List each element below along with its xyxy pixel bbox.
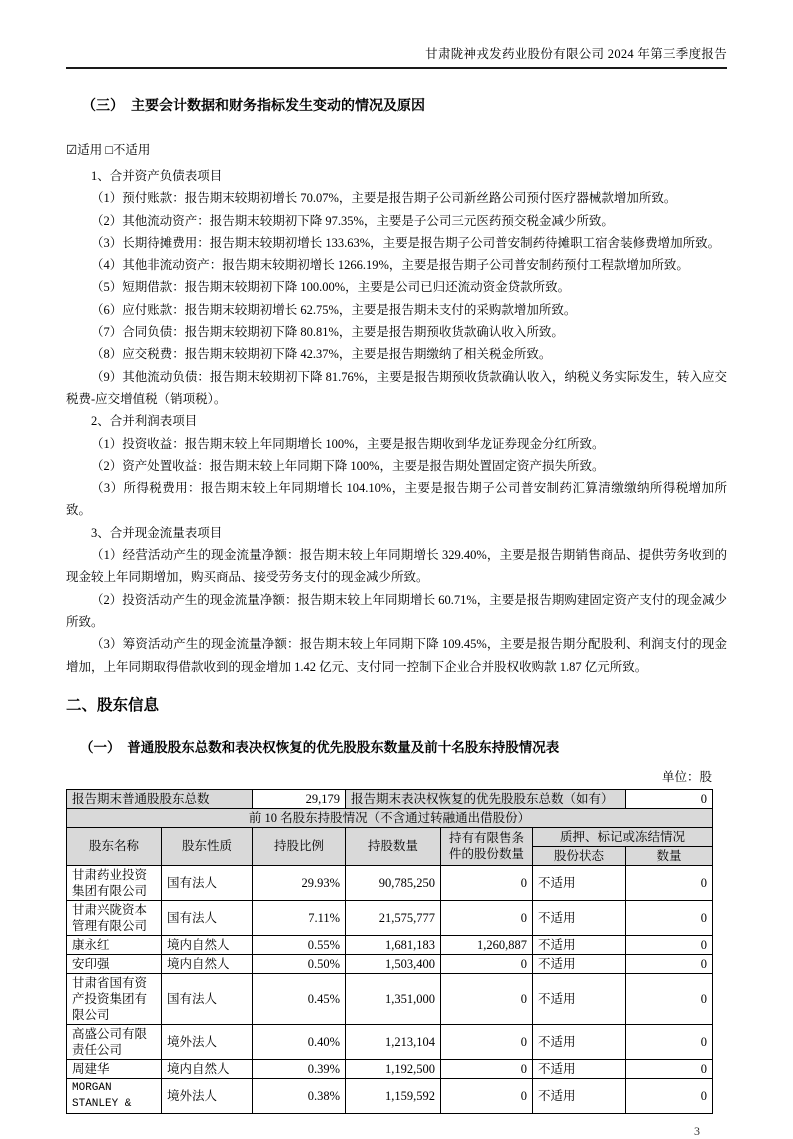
holding-shares: 1,192,500 [346, 1059, 441, 1078]
ordinary-holders-value: 29,179 [253, 789, 346, 808]
shareholder-row [67, 900, 713, 935]
shareholder-name: 甘肃兴陇资本管理有限公司 [67, 900, 162, 935]
col-header-ratio: 持股比例 [253, 827, 346, 865]
shareholder-nature: 境内自然人 [162, 954, 253, 973]
changes-paragraphs [66, 165, 727, 678]
report-paragraph: （2）资产处置收益：报告期末较上年同期下降 100%，主要是报告期处置固定资产损失所致。 [91, 458, 605, 473]
restricted-shares: 0 [441, 1078, 533, 1113]
holding-ratio: 0.38% [253, 1078, 346, 1113]
pledge-status: 不适用 [533, 935, 626, 954]
report-paragraph: 1、合并资产负债表项目 [91, 169, 223, 183]
report-paragraph: （9）其他流动负债：报告期末较期初下降 81.76%，主要是报告期预收货款确认收入，纳税义务实际发生，转入应交税费-应交增值税（销项税）。 [66, 369, 727, 406]
pledge-status: 不适用 [533, 900, 626, 935]
shareholder-name: 康永红 [67, 935, 162, 954]
preferred-holders-label: 报告期末表决权恢复的优先股股东总数（如有） [346, 789, 626, 808]
pledge-quantity: 0 [626, 1078, 713, 1113]
holding-ratio: 0.45% [253, 973, 346, 1024]
shareholder-name: 甘肃省国有资产投资集团有限公司 [67, 973, 162, 1024]
col-header-name: 股东名称 [67, 827, 162, 865]
report-paragraph: （1）经营活动产生的现金流量净额：报告期末较上年同期增长 329.40%，主要是报告期销售商品、提供劳务收到的现金较上年同期增加，购买商品、接受劳务支付的现金减少所致。 [66, 548, 727, 585]
report-paragraph: （4）其他非流动资产：报告期末较期初增长 1266.19%，主要是报告期子公司普安制药预付工程款增加所致。 [91, 258, 689, 273]
pledge-status: 不适用 [533, 1024, 626, 1059]
subsection-heading-top10: （一） 普通股股东总数和表决权恢复的优先股股东数量及前十名股东持股情况表 [80, 739, 560, 755]
shareholder-nature: 国有法人 [162, 865, 253, 900]
applicable-checkbox: ☑适用 [66, 143, 103, 157]
pledge-quantity: 0 [626, 1059, 713, 1078]
shareholder-row [67, 1024, 713, 1059]
pledge-status: 不适用 [533, 865, 626, 900]
section-heading-shareholders: 二、股东信息 [66, 696, 160, 714]
restricted-shares: 0 [441, 973, 533, 1024]
not-applicable-checkbox: □不适用 [105, 143, 151, 157]
ordinary-holders-label: 报告期末普通股股东总数 [67, 789, 253, 808]
holding-ratio: 0.50% [253, 954, 346, 973]
holding-ratio: 0.40% [253, 1024, 346, 1059]
holding-shares: 21,575,777 [346, 900, 441, 935]
header-row-1 [67, 827, 713, 846]
shareholder-table [66, 789, 713, 1114]
col-header-pledge-qty: 数量 [626, 846, 713, 865]
report-paragraph: （3）所得税费用：报告期末较上年同期增长 104.10%，主要是报告期子公司普安制药汇算清缴缴纳所得税增加所致。 [66, 481, 727, 518]
col-header-restricted: 持有有限售条件的股份数量 [441, 827, 533, 865]
pledge-status: 不适用 [533, 954, 626, 973]
pledge-status: 不适用 [533, 1078, 626, 1113]
shareholder-name: 周建华 [67, 1059, 162, 1078]
holding-shares: 90,785,250 [346, 865, 441, 900]
shareholder-name: 安印强 [67, 954, 162, 973]
shareholder-row [67, 1078, 713, 1113]
col-header-nature: 股东性质 [162, 827, 253, 865]
report-paragraph: （5）短期借款：报告期末较期初下降 100.00%，主要是公司已归还流动资金贷款所致。 [91, 280, 571, 295]
shareholder-nature: 境内自然人 [162, 935, 253, 954]
applicability-line [66, 140, 727, 158]
holding-ratio: 0.39% [253, 1059, 346, 1078]
pledge-quantity: 0 [626, 973, 713, 1024]
holding-shares: 1,213,104 [346, 1024, 441, 1059]
top10-tbody [67, 789, 713, 1113]
summary-row [67, 789, 713, 808]
shareholder-nature: 境外法人 [162, 1078, 253, 1113]
holding-ratio: 0.55% [253, 935, 346, 954]
shareholder-nature: 国有法人 [162, 973, 253, 1024]
shareholder-nature: 境外法人 [162, 1024, 253, 1059]
holding-ratio: 29.93% [253, 865, 346, 900]
shareholder-table-wrap [66, 767, 712, 1139]
shareholder-row [67, 973, 713, 1024]
report-paragraph: （2）投资活动产生的现金流量净额：报告期末较上年同期增长 60.71%，主要是报告期购建固定资产支付的现金减少所致。 [66, 592, 727, 629]
shareholder-row [67, 1059, 713, 1078]
page-number: 3 [694, 1123, 700, 1138]
pledge-quantity: 0 [626, 900, 713, 935]
report-paragraph: （3）筹资活动产生的现金流量净额：报告期末较上年同期下降 109.45%，主要是报告期分配股利、利润支付的现金增加，上年同期取得借款收到的现金增加 1.42 亿元、支付同一控制下企业合并股权收购款 1.87 亿元所致。 [66, 637, 727, 674]
holding-ratio: 7.11% [253, 900, 346, 935]
shareholder-row [67, 935, 713, 954]
col-header-pledge-group: 质押、标记或冻结情况 [533, 827, 713, 846]
shareholder-name: 甘肃药业投资集团有限公司 [67, 865, 162, 900]
report-paragraph: 3、合并现金流量表项目 [91, 525, 223, 540]
pledge-quantity: 0 [626, 865, 713, 900]
report-paragraph: （8）应交税费：报告期末较期初下降 42.37%，主要是报告期缴纳了相关税金所致。 [91, 347, 552, 362]
holding-shares: 1,159,592 [346, 1078, 441, 1113]
shareholder-row [67, 954, 713, 973]
shareholder-name: MORGAN STANLEY & [67, 1078, 162, 1113]
pledge-quantity: 0 [626, 935, 713, 954]
report-paragraph: （7）合同负债：报告期末较期初下降 80.81%，主要是报告期预收货款确认收入所致。 [91, 325, 564, 340]
restricted-shares: 0 [441, 1024, 533, 1059]
pledge-quantity: 0 [626, 1024, 713, 1059]
col-header-shares: 持股数量 [346, 827, 441, 865]
restricted-shares: 0 [441, 865, 533, 900]
shareholder-name: 高盛公司有限责任公司 [67, 1024, 162, 1059]
preferred-holders-value: 0 [626, 789, 713, 808]
running-header [66, 0, 727, 69]
holding-shares: 1,351,000 [346, 973, 441, 1024]
shareholder-nature: 境内自然人 [162, 1059, 253, 1078]
holding-shares: 1,503,400 [346, 954, 441, 973]
pledge-status: 不适用 [533, 973, 626, 1024]
report-paragraph: （1）预付账款：报告期末较期初增长 70.07%，主要是报告期子公司新丝路公司预付医疗器械款增加所致。 [91, 191, 677, 206]
col-header-pledge-status: 股份状态 [533, 846, 626, 865]
pledge-status: 不适用 [533, 1059, 626, 1078]
report-paragraph: （6）应付账款：报告期末较期初增长 62.75%，主要是报告期未支付的采购款增加所致。 [91, 302, 577, 317]
shareholder-row [67, 865, 713, 900]
report-paragraph: （2）其他流动资产：报告期末较期初下降 97.35%，主要是子公司三元医药预交税金减少所致。 [91, 213, 614, 228]
caption-row [67, 808, 713, 827]
unit-label: 单位：股 [661, 769, 712, 784]
report-paragraph: （1）投资收益：报告期末较上年同期增长 100%，主要是报告期收到华龙证券现金分红所致。 [91, 436, 605, 451]
section-heading-changes: （三） 主要会计数据和财务指标发生变动的情况及原因 [82, 99, 425, 114]
shareholder-nature: 国有法人 [162, 900, 253, 935]
report-paragraph: 2、合并利润表项目 [91, 414, 198, 429]
pledge-quantity: 0 [626, 954, 713, 973]
restricted-shares: 0 [441, 1059, 533, 1078]
report-title: 甘肃陇神戎发药业股份有限公司 2024 年第三季度报告 [425, 47, 727, 61]
top10-caption: 前 10 名股东持股情况（不含通过转融通出借股份） [67, 808, 713, 827]
restricted-shares: 0 [441, 900, 533, 935]
restricted-shares: 0 [441, 954, 533, 973]
restricted-shares: 1,260,887 [441, 935, 533, 954]
report-paragraph: （3）长期待摊费用：报告期末较期初增长 133.63%，主要是报告期子公司普安制药待摊职工宿舍装修费增加所致。 [91, 235, 721, 250]
holding-shares: 1,681,183 [346, 935, 441, 954]
